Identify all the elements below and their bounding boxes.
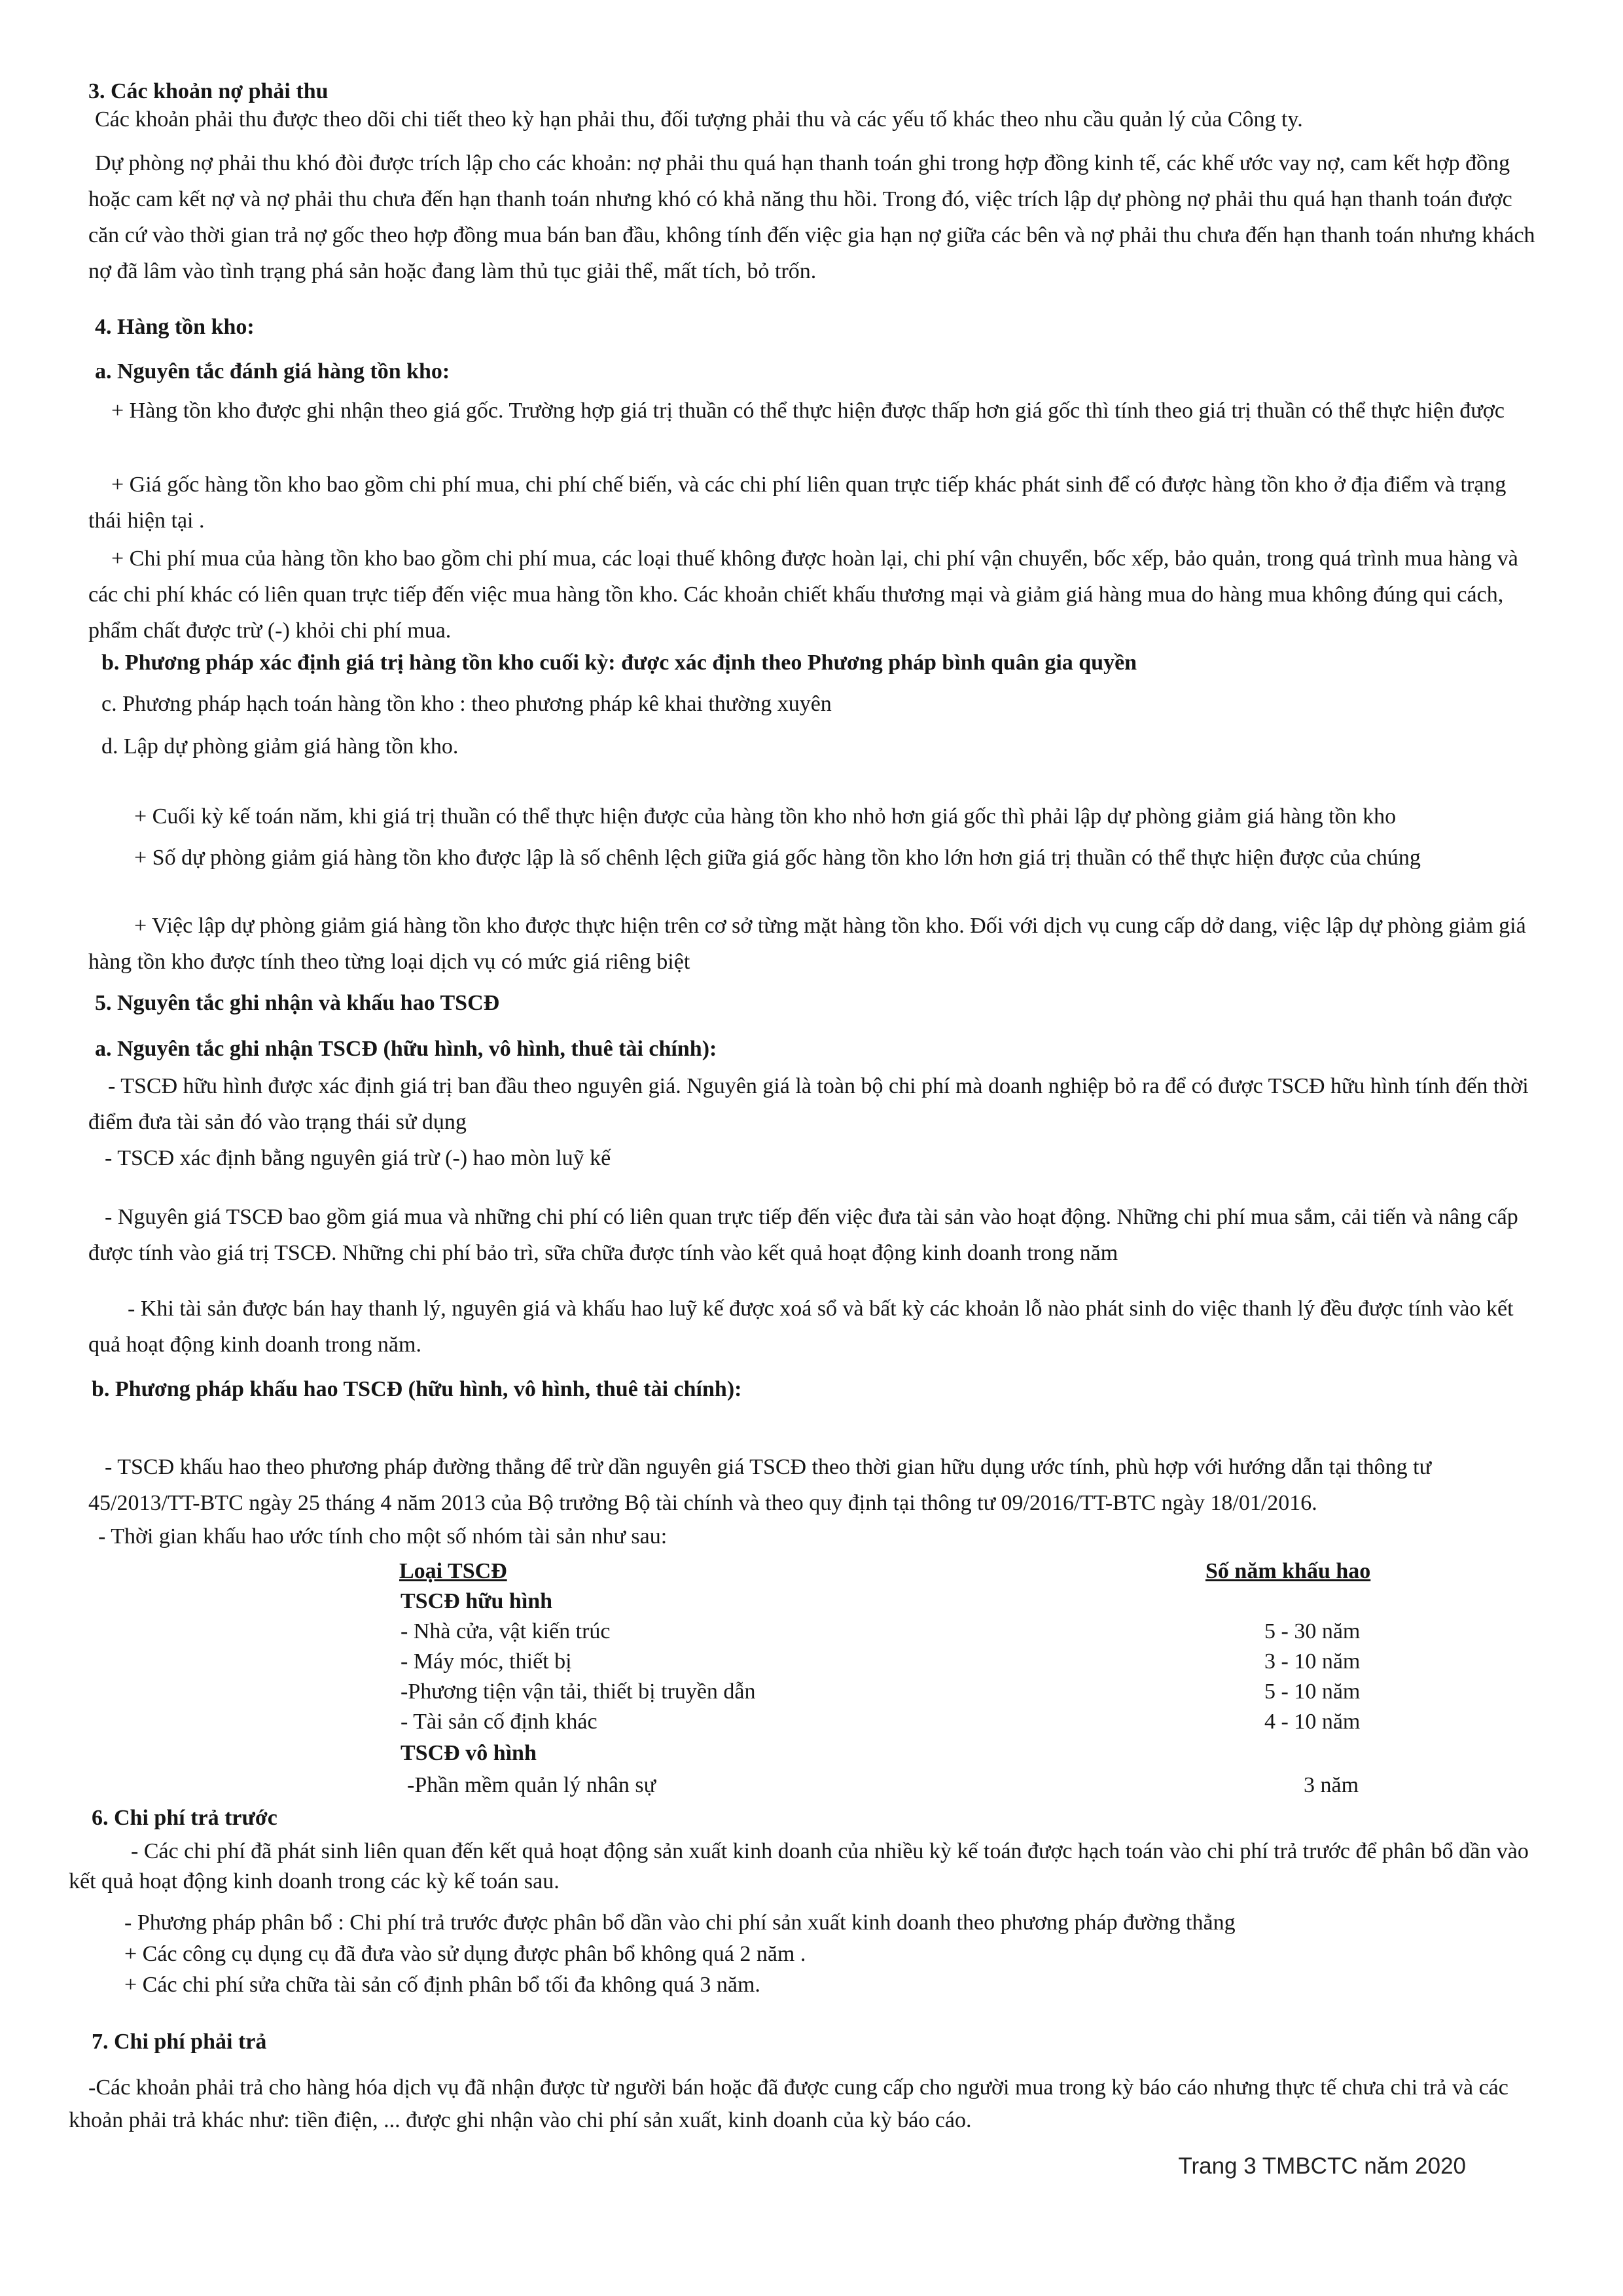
section-6-p1: - Các chi phí đã phát sinh liên quan đến kết quả hoạt động sản xuất kinh doanh của nhiều kỳ kế toán được hạch toán vào chi phí trả trước để phân bổ dần vào kết quả hoạt động kinh doanh trong các kỳ kế toán sau. (69, 1839, 1529, 1893)
section-5a-item3: - Nguyên giá TSCĐ bao gồm giá mua và những chi phí có liên quan trực tiếp đến việc đưa tài sản vào hoạt động. Những chi phí mua sắm, cải tiến và nâng cấp được tính vào giá trị TSCĐ. Những chi phí bảo trì, sữa chữa được tính vào kết quả hoạt động kinh doanh trong năm (88, 1205, 1518, 1265)
table-row-years: 3 năm (1304, 1773, 1359, 1797)
section-5-title: 5. Nguyên tắc ghi nhận và khấu hao TSCĐ (95, 991, 500, 1015)
table-row-years: 5 - 30 năm (1264, 1619, 1361, 1643)
section-5b-item2: - Thời gian khấu hao ước tính cho một số nhóm tài sản như sau: (98, 1524, 668, 1549)
table-group-tangible: TSCĐ hữu hình (401, 1589, 553, 1613)
section-5a-item4: - Khi tài sản được bán hay thanh lý, nguyên giá và khấu hao luỹ kế được xoá sổ và bất kỳ các khoản lỗ nào phát sinh do việc thanh lý đều được tính vào kết quả hoạt động kinh doanh trong năm. (88, 1297, 1514, 1357)
page-footer: Trang 3 TMBCTC năm 2020 (1178, 2153, 1466, 2179)
section-3-p1: Các khoản phải thu được theo dõi chi tiết theo kỳ hạn phải thu, đối tượng phải thu và các yếu tố khác theo nhu cầu quản lý của Công ty. (95, 107, 1303, 132)
table-row-name: - Nhà cửa, vật kiến trúc (401, 1619, 611, 1643)
table-row-name: - Máy móc, thiết bị (401, 1649, 572, 1674)
section-6-p4: + Các chi phí sửa chữa tài sản cố định phân bổ tối đa không quá 3 năm. (124, 1973, 760, 1997)
table-row-years: 3 - 10 năm (1264, 1649, 1361, 1674)
section-4a-title: a. Nguyên tắc đánh giá hàng tồn kho: (95, 359, 450, 384)
section-4d-item2: + Số dự phòng giảm giá hàng tồn kho được lập là số chênh lệch giữa giá gốc hàng tồn kho lớn hơn giá trị thuần có thể thực hiện được của chúng (134, 846, 1421, 870)
table-row-name: -Phần mềm quản lý nhân sự (407, 1773, 656, 1797)
section-4c: c. Phương pháp hạch toán hàng tồn kho : theo phương pháp kê khai thường xuyên (101, 692, 832, 716)
section-4b: b. Phương pháp xác định giá trị hàng tồn kho cuối kỳ: được xác định theo Phương pháp bình quân gia quyền (101, 651, 1137, 675)
table-header-years: Số năm khấu hao (1205, 1559, 1371, 1583)
table-header-asset-type: Loại TSCĐ (399, 1559, 507, 1583)
table-group-intangible: TSCĐ vô hình (401, 1741, 537, 1765)
section-5a-item2: - TSCĐ xác định bằng nguyên giá trừ (-) hao mòn luỹ kế (105, 1146, 611, 1170)
section-4-title: 4. Hàng tồn kho: (95, 315, 255, 339)
table-row-years: 4 - 10 năm (1264, 1710, 1361, 1734)
section-6-p2: - Phương pháp phân bổ : Chi phí trả trước được phân bổ dần vào chi phí sản xuất kinh doanh theo phương pháp đường thẳng (124, 1910, 1236, 1935)
table-row-name: - Tài sản cố định khác (401, 1710, 597, 1734)
section-3-p2: Dự phòng nợ phải thu khó đòi được trích lập cho các khoản: nợ phải thu quá hạn thanh toán ghi trong hợp đồng kinh tế, các khế ước vay nợ, cam kết hợp đồng hoặc cam kết nợ và nợ phải thu chưa đến hạn thanh toán nhưng khó có khả năng thu hồi. Trong đó, việc trích lập dự phòng nợ phải thu quá hạn thanh toán được căn cứ vào thời gian trả nợ gốc theo hợp đồng mua bán ban đầu, không tính đến việc gia hạn nợ giữa các bên và nợ phải thu chưa đến hạn thanh toán nhưng khách nợ đã lâm vào tình trạng phá sản hoặc đang làm thủ tục giải thể, mất tích, bỏ trốn. (88, 151, 1535, 283)
section-4d-item3: + Việc lập dự phòng giảm giá hàng tồn kho được thực hiện trên cơ sở từng mặt hàng tồn kho. Đối với dịch vụ cung cấp dở dang, việc lập dự phòng giảm giá hàng tồn kho được tính theo từng loại dịch vụ có mức giá riêng biệt (88, 914, 1526, 974)
section-5b-item1: - TSCĐ khấu hao theo phương pháp đường thẳng để trừ dần nguyên giá TSCĐ theo thời gian hữu dụng ước tính, phù hợp với hướng dẫn tại thông tư 45/2013/TT-BTC ngày 25 tháng 4 năm 2013 của Bộ trưởng Bộ tài chính và theo quy định tại thông tư 09/2016/TT-BTC ngày 18/01/2016. (88, 1455, 1432, 1515)
section-4d: d. Lập dự phòng giảm giá hàng tồn kho. (101, 734, 459, 759)
section-6-p3: + Các công cụ dụng cụ đã đưa vào sử dụng được phân bổ không quá 2 năm . (124, 1942, 806, 1966)
section-4a-item1: + Hàng tồn kho được ghi nhận theo giá gốc. Trường hợp giá trị thuần có thể thực hiện được thấp hơn giá gốc thì tính theo giá trị thuần có thể thực hiện được (111, 399, 1505, 423)
section-6-title: 6. Chi phí trả trước (92, 1806, 277, 1830)
section-5a-item1: - TSCĐ hữu hình được xác định giá trị ban đầu theo nguyên giá. Nguyên giá là toàn bộ chi phí mà doanh nghiệp bỏ ra để có được TSCĐ hữu hình tính đến thời điểm đưa tài sản đó vào trạng thái sử dụng (88, 1074, 1529, 1134)
section-7-title: 7. Chi phí phải trả (92, 2030, 267, 2054)
section-4a-item3: + Chi phí mua của hàng tồn kho bao gồm chi phí mua, các loại thuế không được hoàn lại, chi phí vận chuyển, bốc xếp, bảo quản, trong quá trình mua hàng và các chi phí khác có liên quan trực tiếp đến việc mua hàng tồn kho. Các khoản chiết khấu thương mại và giảm giá hàng mua do hàng mua không đúng qui cách, phẩm chất được trừ (-) khỏi chi phí mua. (88, 547, 1518, 643)
section-5b-title: b. Phương pháp khấu hao TSCĐ (hữu hình, vô hình, thuê tài chính): (92, 1377, 742, 1401)
section-3-title: 3. Các khoản nợ phải thu (88, 79, 329, 103)
section-4d-item1: + Cuối kỳ kế toán năm, khi giá trị thuần có thể thực hiện được của hàng tồn kho nhỏ hơn giá gốc thì phải lập dự phòng giảm giá hàng tồn kho (134, 804, 1397, 829)
table-row-years: 5 - 10 năm (1264, 1679, 1361, 1704)
section-4a-item2: + Giá gốc hàng tồn kho bao gồm chi phí mua, chi phí chế biến, và các chi phí liên quan trực tiếp khác phát sinh để có được hàng tồn kho ở địa điểm và trạng thái hiện tại . (88, 473, 1507, 533)
table-row-name: -Phương tiện vận tải, thiết bị truyền dẫn (401, 1679, 756, 1704)
section-5a-title: a. Nguyên tắc ghi nhận TSCĐ (hữu hình, vô hình, thuê tài chính): (95, 1037, 717, 1061)
section-7-p1: -Các khoản phải trả cho hàng hóa dịch vụ đã nhận được từ người bán hoặc đã được cung cấp cho người mua trong kỳ báo cáo nhưng thực tế chưa chi trả và các khoản phải trả khác như: tiền điện, ... được ghi nhận vào chi phí sản xuất, kinh doanh của kỳ báo cáo. (69, 2075, 1508, 2132)
